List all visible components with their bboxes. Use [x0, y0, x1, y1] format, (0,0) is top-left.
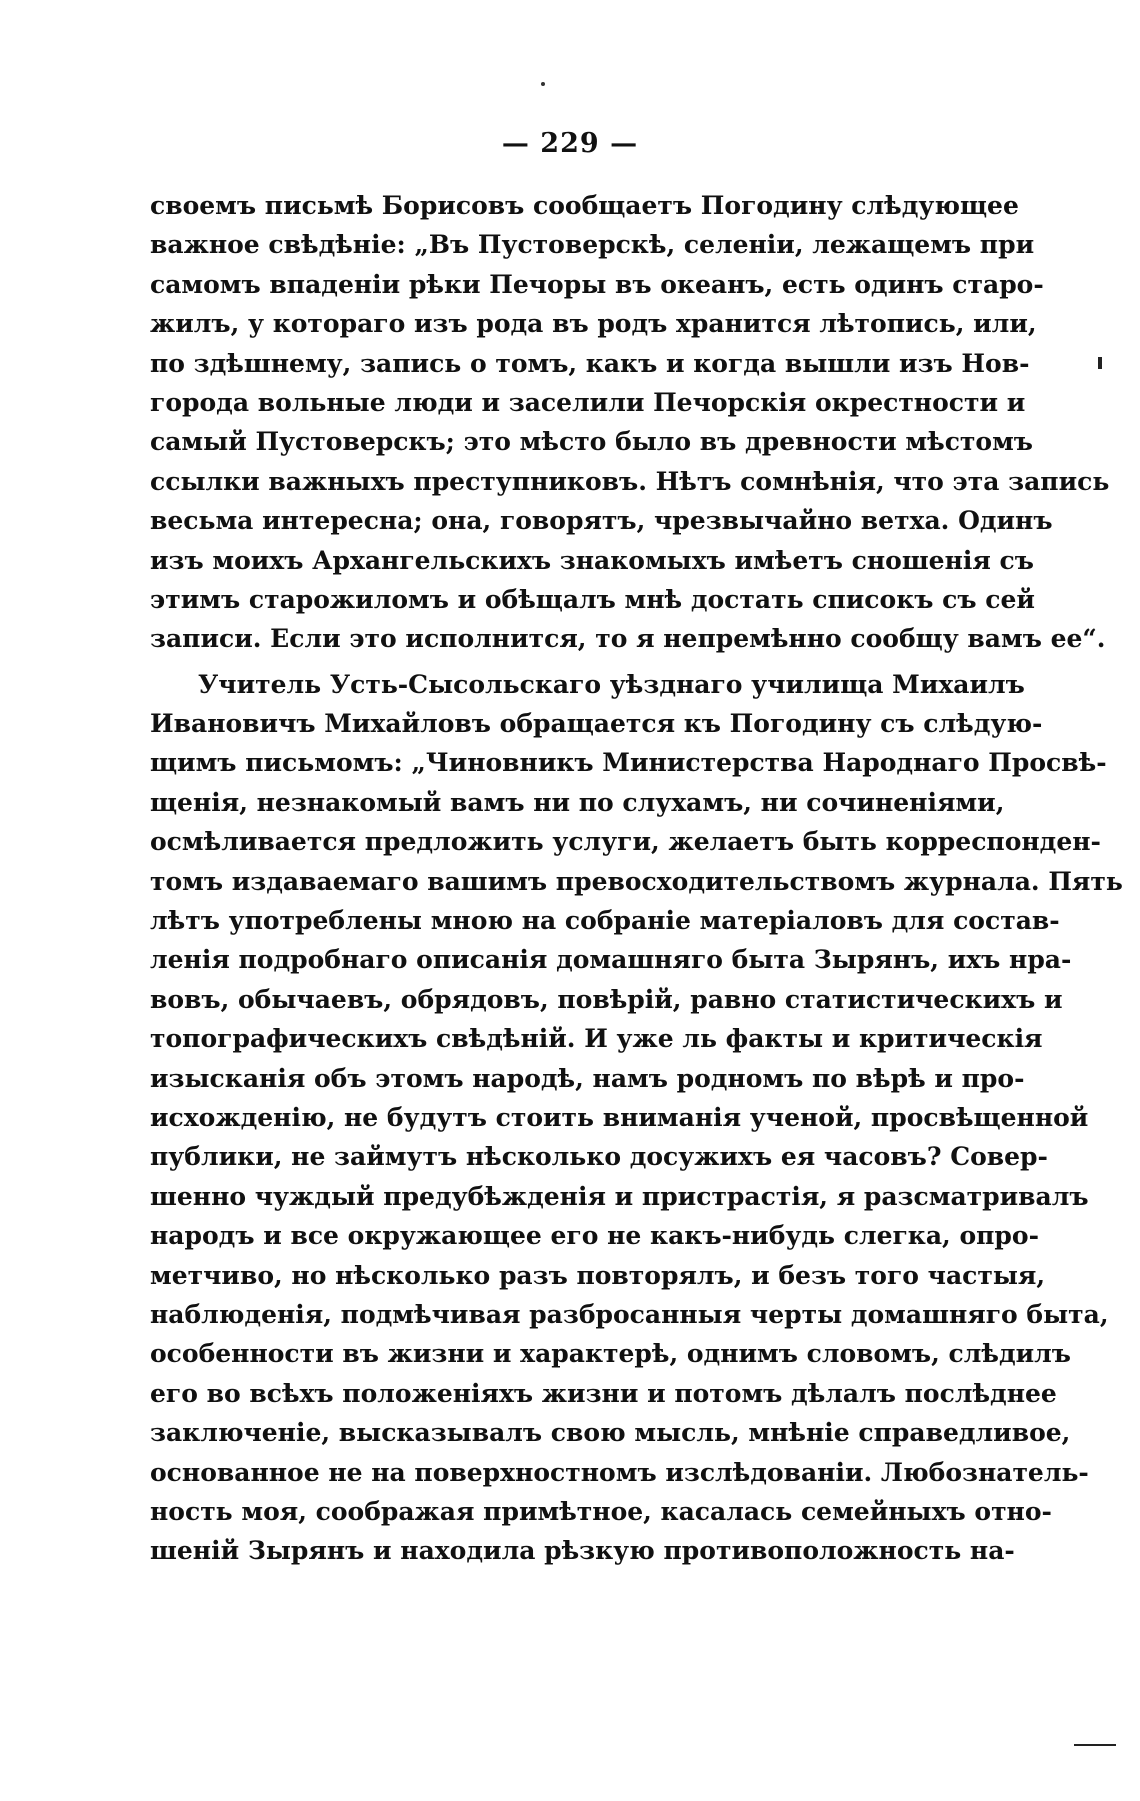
text-line: публики, не займутъ нѣсколько досужихъ ея часовъ? Совер-: [150, 1142, 1048, 1172]
text-line: щимъ письмомъ: „Чиновникъ Министерства Народнаго Просвѣ-: [150, 748, 1107, 778]
text-line: лѣтъ употреблены мною на собраніе матеріаловъ для состав-: [150, 906, 1060, 936]
margin-mark: [1098, 357, 1102, 369]
text-line: народъ и все окружающее его не какъ-нибудь слегка, опро-: [150, 1221, 1039, 1251]
text-line: его во всѣхъ положеніяхъ жизни и потомъ дѣлалъ послѣднее: [150, 1378, 1057, 1408]
margin-dash: [1074, 1744, 1116, 1746]
text-line: щенія, незнакомый вамъ ни по слухамъ, ни сочиненіями,: [150, 787, 1005, 817]
text-line: шеній Зырянъ и находила рѣзкую противоположность на-: [150, 1536, 1015, 1566]
page-number: — 229 —: [501, 128, 639, 159]
text-line: Учитель Усть-Сысольскаго уѣзднаго училища Михаилъ: [198, 669, 1025, 699]
text-line: томъ издаваемаго вашимъ превосходительствомъ журнала. Пять: [150, 866, 1123, 896]
text-line: ность моя, соображая примѣтное, касалась семейныхъ отно-: [150, 1496, 1052, 1526]
text-line: шенно чуждый предубѣжденія и пристрастія, я разсматривалъ: [150, 1181, 1089, 1211]
paragraph-1: [150, 186, 1110, 659]
text-line: ленія подробнаго описанія домашняго быта Зырянъ, ихъ нра-: [150, 945, 1072, 975]
text-line: записи. Если это исполнится, то я непремѣнно сообщу вамъ ее“.: [150, 624, 1106, 654]
text-line: наблюденія, подмѣчивая разбросанныя черты домашняго быта,: [150, 1299, 1109, 1329]
print-speck: [541, 82, 545, 86]
text-line: ссылки важныхъ преступниковъ. Нѣтъ сомнѣнія, что эта запись: [150, 466, 1110, 496]
text-line: вовъ, обычаевъ, обрядовъ, повѣрій, равно статистическихъ и: [150, 984, 1063, 1014]
text-line: самый Пустоверскъ; это мѣсто было въ древности мѣстомъ: [150, 427, 1033, 457]
text-line: жилъ, у котораго изъ рода въ родъ хранится лѣтопись, или,: [150, 309, 1037, 339]
text-line: особенности въ жизни и характерѣ, однимъ словомъ, слѣдилъ: [150, 1339, 1071, 1369]
text-line: осмѣливается предложить услуги, желаетъ быть корреспонден-: [150, 827, 1101, 857]
text-line: важное свѣдѣніе: „Въ Пустоверскѣ, селеніи, лежащемъ при: [150, 230, 1035, 260]
text-line: этимъ старожиломъ и обѣщалъ мнѣ достать списокъ съ сей: [150, 584, 1035, 614]
text-line: города вольные люди и заселили Печорскія окрестности и: [150, 387, 1026, 417]
text-line: метчиво, но нѣсколько разъ повторялъ, и безъ того частыя,: [150, 1260, 1046, 1290]
body-text: [150, 186, 1123, 1571]
text-line: изысканія объ этомъ народѣ, намъ родномъ по вѣрѣ и про-: [150, 1063, 1025, 1093]
text-line: по здѣшнему, запись о томъ, какъ и когда вышли изъ Нов-: [150, 348, 1030, 378]
text-line: своемъ письмѣ Борисовъ сообщаетъ Погодину слѣдующее: [150, 191, 1019, 220]
text-line: Ивановичъ Михайловъ обращается къ Погодину съ слѣдую-: [150, 709, 1043, 739]
text-line: основанное не на поверхностномъ изслѣдованіи. Любознатель-: [150, 1457, 1089, 1487]
text-line: весьма интересна; она, говорятъ, чрезвычайно ветха. Одинъ: [150, 506, 1053, 536]
text-line: исхожденію, не будутъ стоить вниманія ученой, просвѣщенной: [150, 1102, 1089, 1132]
text-line: заключеніе, высказывалъ свою мысль, мнѣніе справедливое,: [150, 1418, 1071, 1448]
text-line: топографическихъ свѣдѣній. И уже ль факты и критическія: [150, 1024, 1043, 1054]
text-line: самомъ впаденіи рѣки Печоры въ океанъ, есть одинъ старо-: [150, 269, 1044, 299]
paragraph-2: [150, 665, 1123, 1571]
text-line: изъ моихъ Архангельскихъ знакомыхъ имѣетъ сношенія съ: [150, 545, 1034, 575]
